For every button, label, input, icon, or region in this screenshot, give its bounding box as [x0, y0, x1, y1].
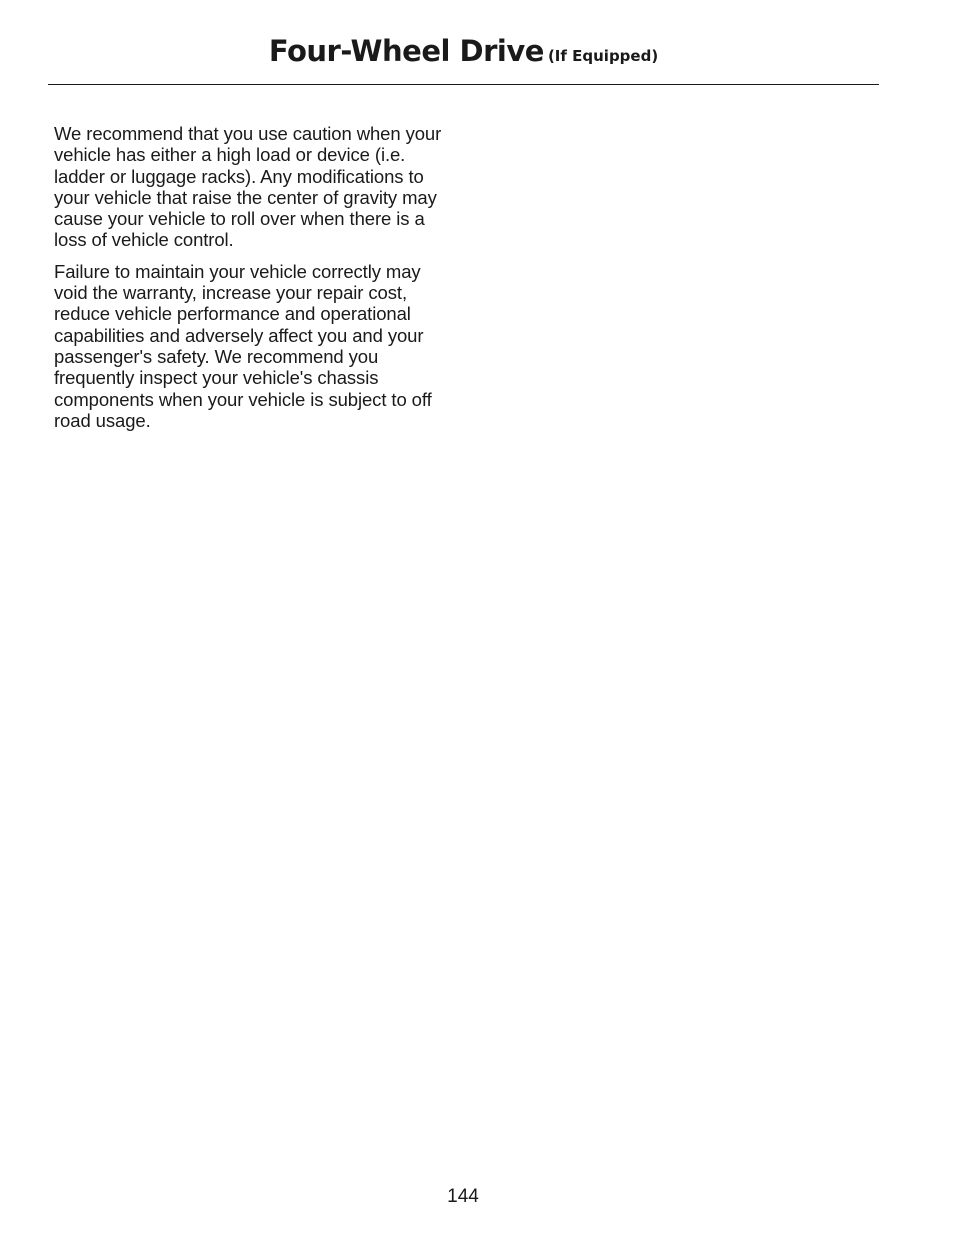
paragraph-maintenance: Failure to maintain your vehicle correctly may void the warranty, increase your repair cost, reduce vehicle performance and operational capabilities and adversely affect you and your passenger's safety. We recommend you frequently inspect your vehicle's chassis components when your vehicle is subject to off road usage.: [54, 260, 432, 431]
page-number: 144: [447, 1186, 479, 1207]
text-column: [54, 123, 446, 441]
section-subtitle: (If Equipped): [547, 47, 659, 65]
page-header: [48, 30, 879, 85]
paragraph-caution: We recommend that you use caution when your vehicle has either a high load or device (i.e. ladder or luggage racks). Any modifications to your vehicle that raise the center of gravity may cause your vehicle to roll over when there is a loss of vehicle control.: [54, 123, 442, 251]
section-title: Four-Wheel Drive: [268, 34, 544, 68]
page-title: [48, 34, 879, 68]
